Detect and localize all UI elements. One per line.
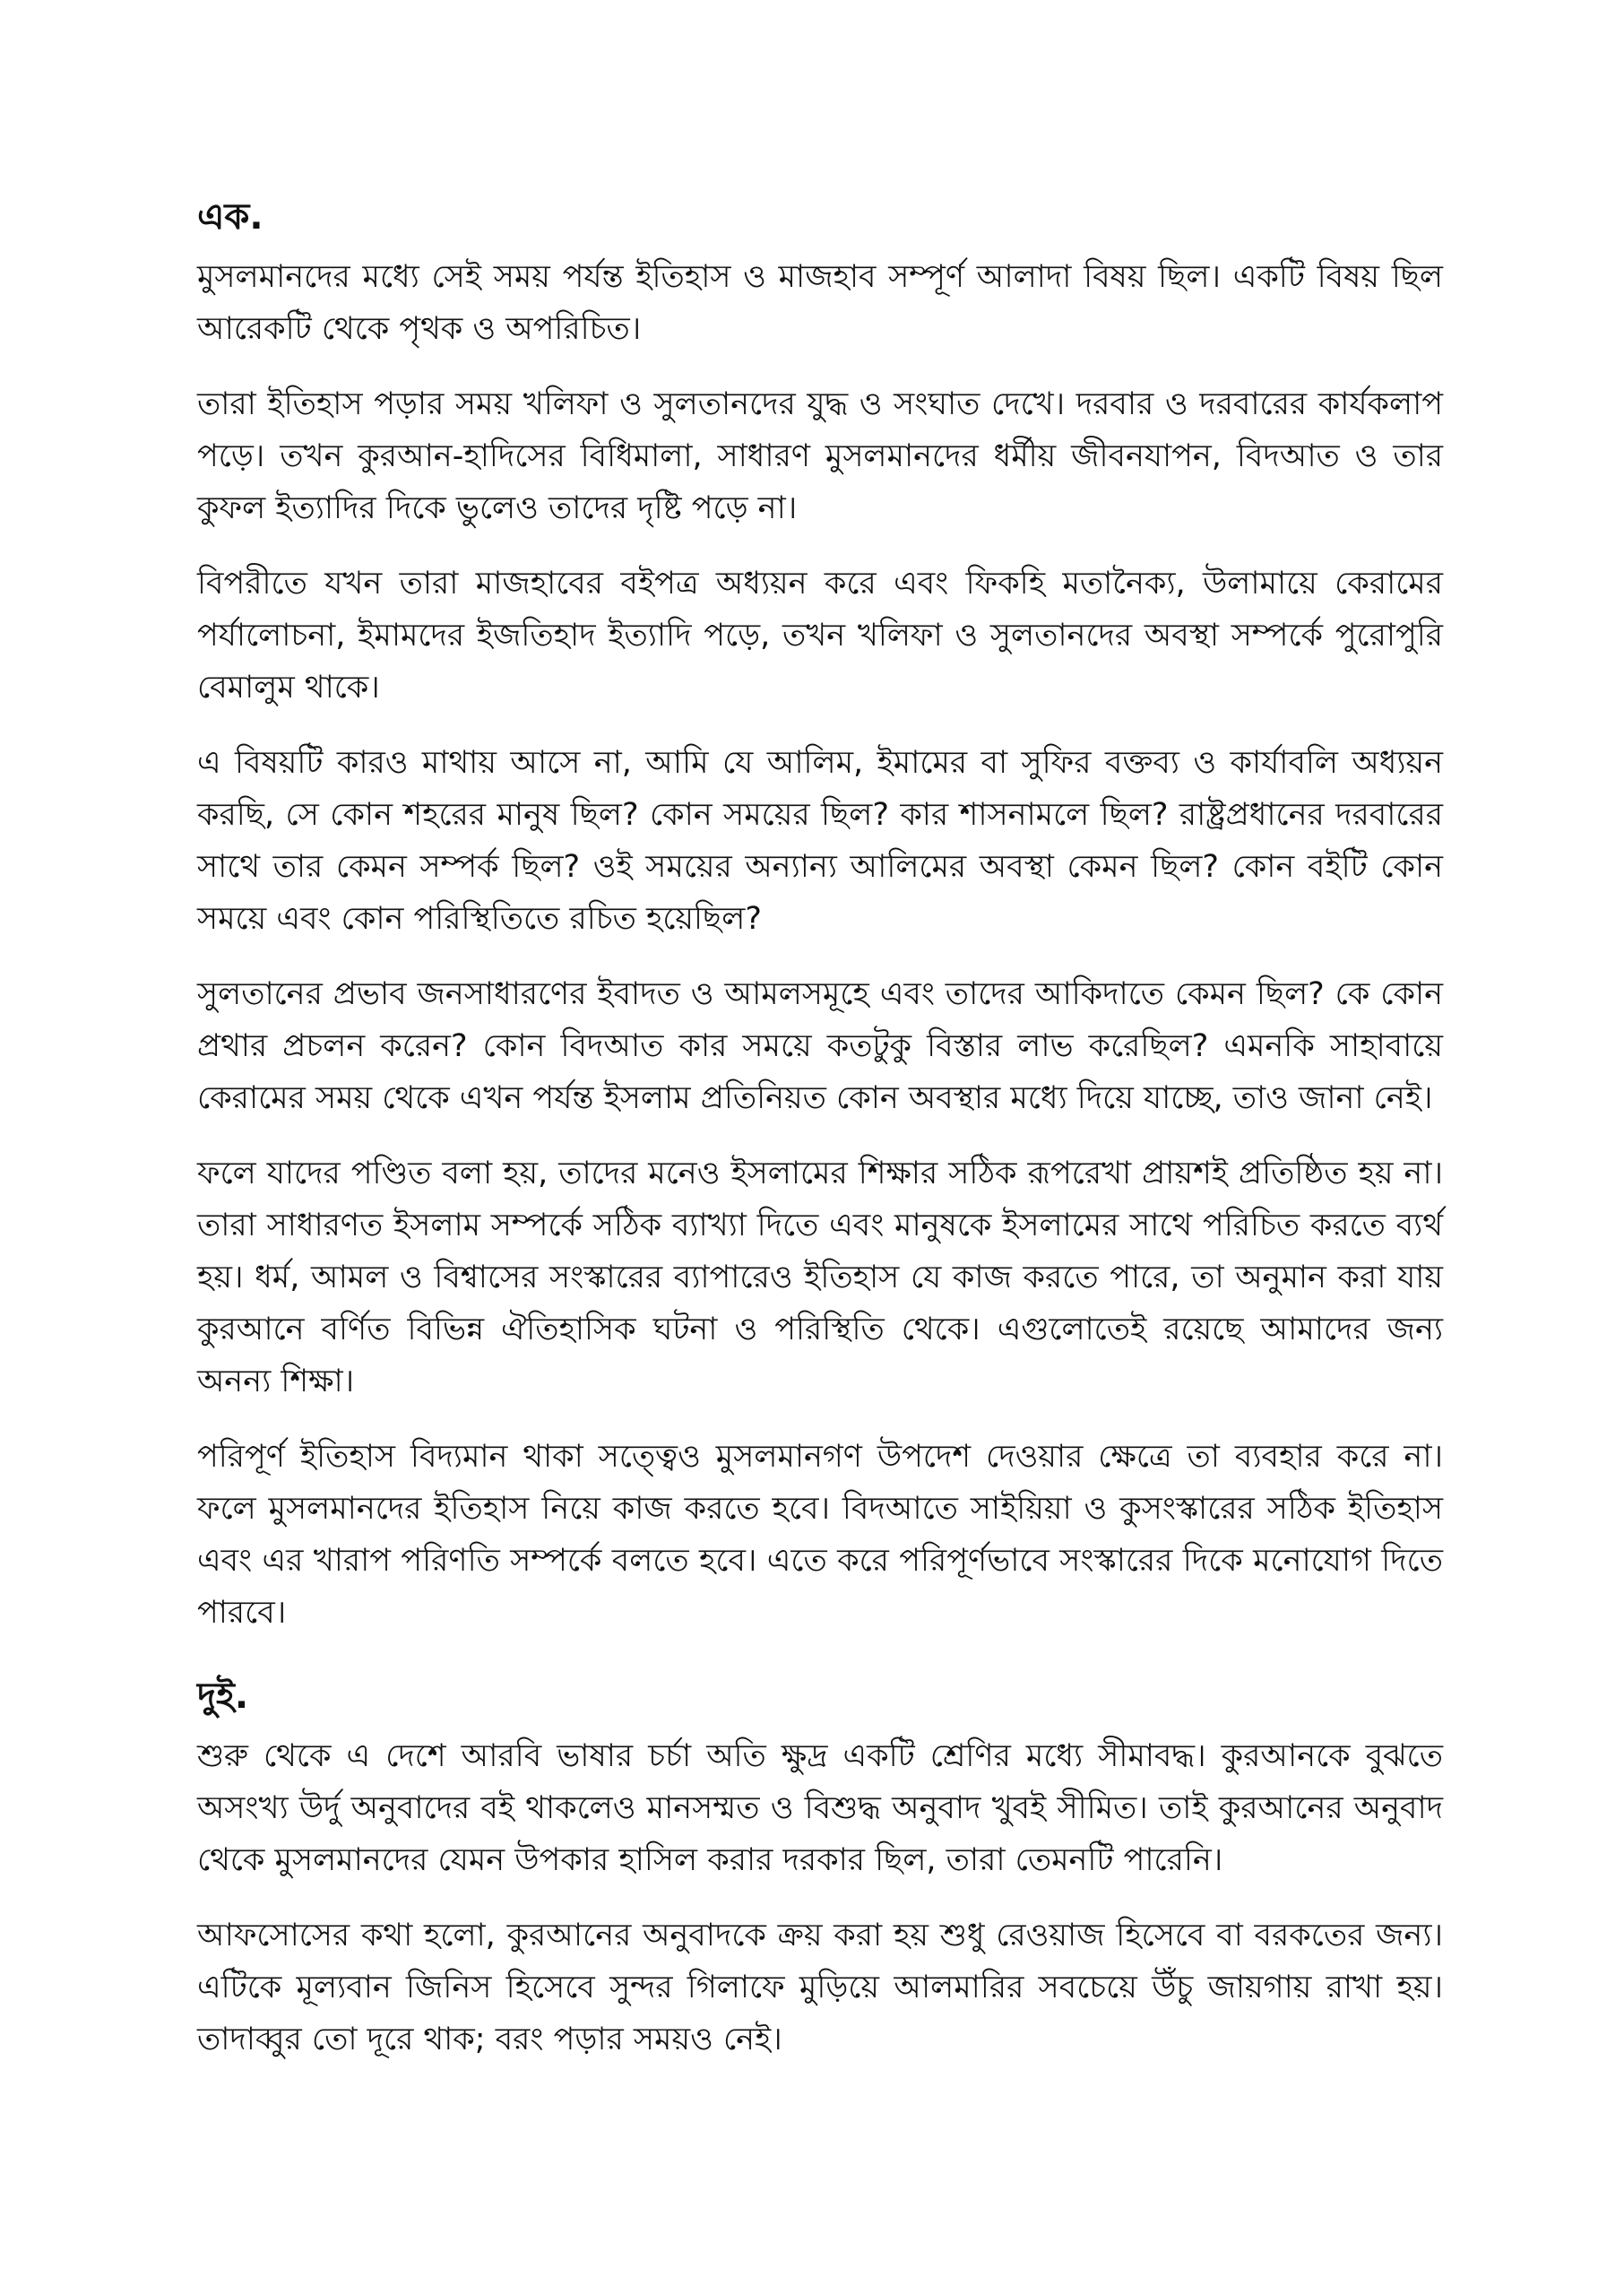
paragraph: পরিপূর্ণ ইতিহাস বিদ্যমান থাকা সত্ত্বেও মুসলমানগণ উপদেশ দেওয়ার ক্ষেত্রে তা ব্যবহার করে না। ফলে মুসলমানদের ইতিহাস নিয়ে কাজ করতে হবে। বিদআতে সাইয়িয়া ও কুসংস্কারের সঠিক ইতিহাস এবং এর খারাপ পরিণতি সম্পর্কে বলতে হবে। এতে করে পরিপূর্ণভাবে সংস্কারের দিকে মনোযোগ দিতে পারবে।: [197, 1439, 1443, 1631]
paragraph: মুসলমানদের মধ্যে সেই সময় পর্যন্ত ইতিহাস ও মাজহাব সম্পূর্ণ আলাদা বিষয় ছিল। একটি বিষয় ছিল আরেকটি থেকে পৃথক ও অপরিচিত।: [197, 259, 1443, 347]
section-heading-one: এক.: [197, 196, 263, 238]
paragraph: আফসোসের কথা হলো, কুরআনের অনুবাদকে ক্রয় করা হয় শুধু রেওয়াজ হিসেবে বা বরকতের জন্য। এটিকে মূল্যবান জিনিস হিসেবে সুন্দর গিলাফে মুড়িয়ে আলমারির সবচেয়ে উঁচু জায়গায় রাখা হয়। তাদাব্বুর তো দূরে থাক; বরং পড়ার সময়ও নেই।: [197, 1918, 1443, 2057]
paragraph: ফলে যাদের পণ্ডিত বলা হয়, তাদের মনেও ইসলামের শিক্ষার সঠিক রূপরেখা প্রায়শই প্রতিষ্ঠিত হয় না। তারা সাধারণত ইসলাম সম্পর্কে সঠিক ব্যাখ্যা দিতে এবং মানুষকে ইসলামের সাথে পরিচিত করতে ব্যর্থ হয়। ধর্ম, আমল ও বিশ্বাসের সংস্কারের ব্যাপারেও ইতিহাস যে কাজ করতে পারে, তা অনুমান করা যায় কুরআনে বর্ণিত বিভিন্ন ঐতিহাসিক ঘটনা ও পরিস্থিতি থেকে। এগুলোতেই রয়েছে আমাদের জন্য অনন্য শিক্ষা।: [197, 1156, 1443, 1399]
paragraph: তারা ইতিহাস পড়ার সময় খলিফা ও সুলতানদের যুদ্ধ ও সংঘাত দেখে। দরবার ও দরবারের কার্যকলাপ পড়ে। তখন কুরআন-হাদিসের বিধিমালা, সাধারণ মুসলমানদের ধর্মীয় জীবনযাপন, বিদআত ও তার কুফল ইত্যাদির দিকে ভুলেও তাদের দৃষ্টি পড়ে না।: [197, 386, 1443, 526]
paragraph: শুরু থেকে এ দেশে আরবি ভাষার চর্চা অতি ক্ষুদ্র একটি শ্রেণির মধ্যে সীমাবদ্ধ। কুরআনকে বুঝতে অসংখ্য উর্দু অনুবাদের বই থাকলেও মানসম্মত ও বিশুদ্ধ অনুবাদ খুবই সীমিত। তাই কুরআনের অনুবাদ থেকে মুসলমানদের যেমন উপকার হাসিল করার দরকার ছিল, তারা তেমনটি পারেনি।: [197, 1738, 1443, 1878]
paragraph: এ বিষয়টি কারও মাথায় আসে না, আমি যে আলিম, ইমামের বা সুফির বক্তব্য ও কার্যাবলি অধ্যয়ন করছি, সে কোন শহরের মানুষ ছিল? কোন সময়ের ছিল? কার শাসনামলে ছিল? রাষ্ট্রপ্রধানের দরবারের সাথে তার কেমন সম্পর্ক ছিল? ওই সময়ের অন্যান্য আলিমের অবস্থা কেমন ছিল? কোন বইটি কোন সময়ে এবং কোন পরিস্থিতিতে রচিত হয়েছিল?: [197, 745, 1443, 937]
paragraph: বিপরীতে যখন তারা মাজহাবের বইপত্র অধ্যয়ন করে এবং ফিকহি মতানৈক্য, উলামায়ে কেরামের পর্যালোচনা, ইমামদের ইজতিহাদ ইত্যাদি পড়ে, তখন খলিফা ও সুলতানদের অবস্থা সম্পর্কে পুরোপুরি বেমালুম থাকে।: [197, 566, 1443, 706]
paragraph: সুলতানের প্রভাব জনসাধারণের ইবাদত ও আমলসমূহে এবং তাদের আকিদাতে কেমন ছিল? কে কোন প্রথার প্রচলন করেন? কোন বিদআত কার সময়ে কতটুকু বিস্তার লাভ করেছিল? এমনকি সাহাবায়ে কেরামের সময় থেকে এখন পর্যন্ত ইসলাম প্রতিনিয়ত কোন অবস্থার মধ্যে দিয়ে যাচ্ছে, তাও জানা নেই।: [197, 976, 1443, 1116]
document-page: [197, 190, 1443, 2089]
section-heading-two: দুই.: [197, 1676, 249, 1717]
